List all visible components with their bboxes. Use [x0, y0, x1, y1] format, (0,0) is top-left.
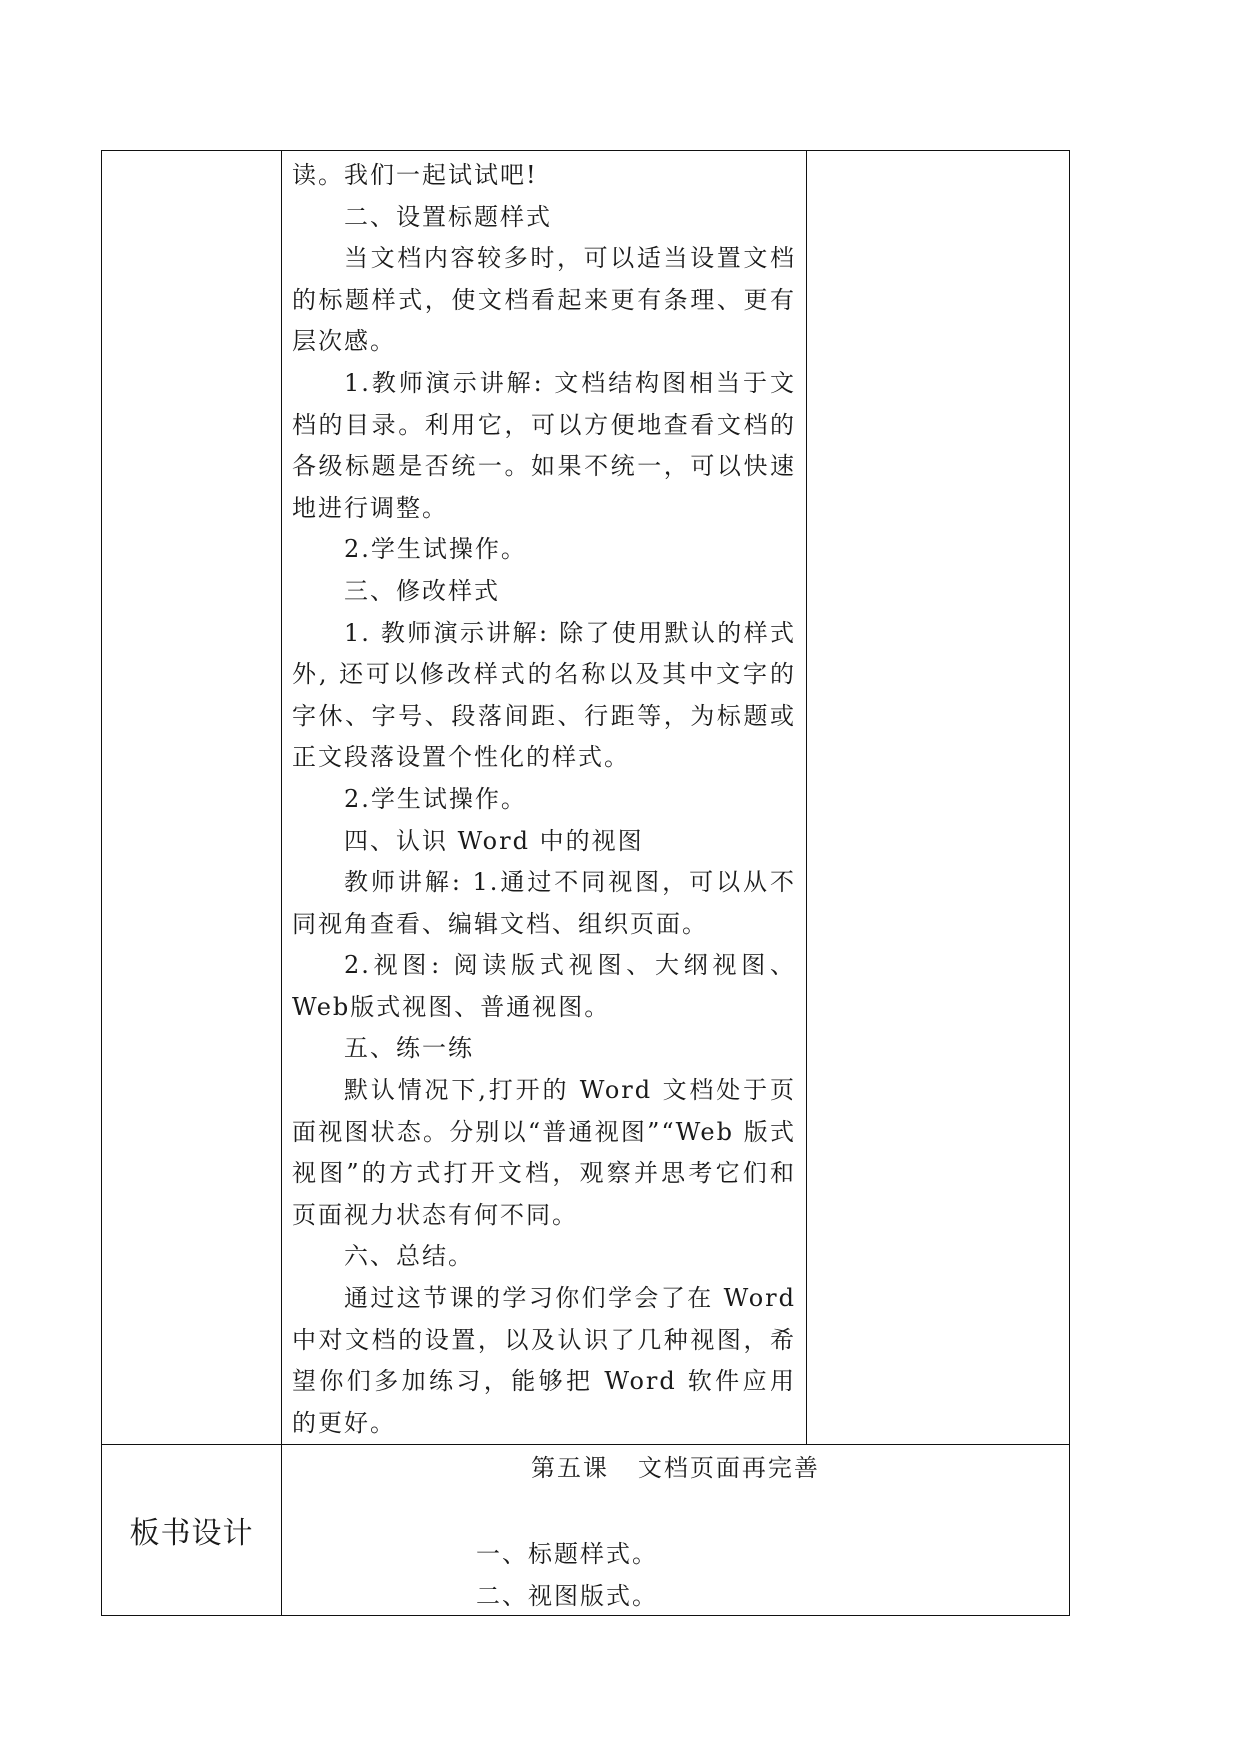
board-design-content-cell: [282, 1445, 1070, 1616]
board-design-row: [102, 1445, 1070, 1616]
body-paragraph: 六、总结。: [344, 1242, 474, 1271]
body-paragraph: 1.教师演示讲解: 文档结构图相当于文档的目录。利用它，可以方便地查看文档的各级标题是否统一。如果不统一，可以快速地进行调整。: [292, 368, 796, 522]
body-paragraph: 教师讲解: 1.通过不同视图，可以从不同视角查看、编辑文档、组织页面。: [292, 868, 796, 938]
body-paragraph: 2.视图: 阅读版式视图、大纲视图、Web版式视图、普通视图。: [292, 951, 796, 1021]
lesson-plan-table: [101, 150, 1070, 1616]
teaching-content-cell: [282, 151, 807, 1445]
body-paragraph: 当文档内容较多时，可以适当设置文档的标题样式，使文档看起来更有条理、更有层次感。: [292, 244, 796, 356]
body-paragraph: 二、设置标题样式: [344, 202, 552, 231]
board-design-label-cell: [102, 1445, 282, 1616]
body-paragraph: 默认情况下,打开的 Word 文档处于页面视图状态。分别以“普通视图”“Web 版式视图”的方式打开文档，观察并思考它们和页面视力状态有何不同。: [292, 1076, 796, 1229]
board-design-label: 板书设计: [129, 1516, 254, 1552]
board-item: 一、标题样式。: [476, 1540, 658, 1569]
body-paragraph: 1. 教师演示讲解: 除了使用默认的样式外, 还可以修改样式的名称以及其中文字的字休、字号、段落间距、行距等，为标题或正文段落设置个性化的样式。: [292, 618, 796, 772]
board-item: 二、视图版式。: [476, 1582, 658, 1611]
board-design-title: 第五课 文档页面再完善: [531, 1454, 820, 1483]
body-paragraph: 读。我们一起试试吧!: [292, 161, 538, 189]
body-paragraph: 通过这节课的学习你们学会了在 Word 中对文档的设置，以及认识了几种视图，希望你们多加练习，能够把 Word 软件应用的更好。: [292, 1284, 796, 1437]
row-label-cell-empty: [102, 151, 282, 1445]
body-paragraph: 三、修改样式: [344, 576, 500, 605]
teaching-content-text: [292, 155, 796, 1444]
body-paragraph: 2.学生试操作。: [344, 784, 527, 813]
notes-cell-empty: [807, 151, 1070, 1445]
teaching-process-row: [102, 151, 1070, 1445]
body-paragraph: 四、认识 Word 中的视图: [344, 826, 644, 855]
body-paragraph: 五、练一练: [344, 1034, 474, 1063]
body-paragraph: 2.学生试操作。: [344, 535, 527, 564]
